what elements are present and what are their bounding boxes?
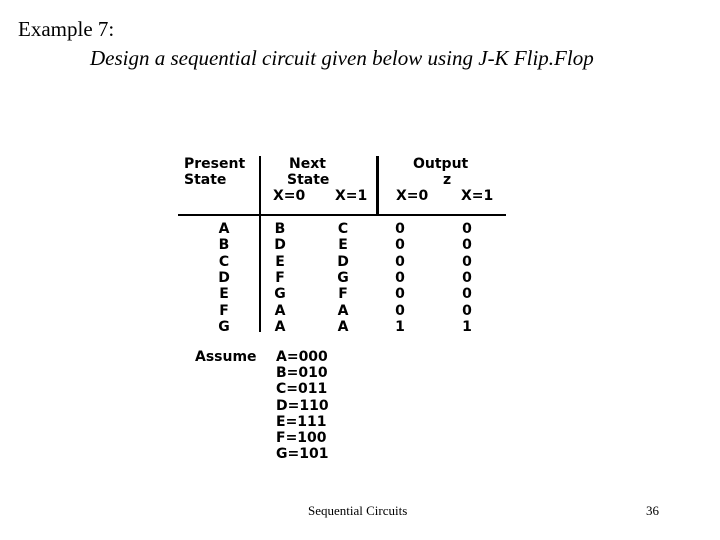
table-cell-next-x0: G <box>274 286 286 303</box>
table-cell-out-x1: 0 <box>462 286 472 303</box>
state-code: A=000 <box>276 349 328 365</box>
table-cell-out-x0: 0 <box>395 237 405 254</box>
table-cell-present: G <box>218 318 230 335</box>
table-cell-present: C <box>218 253 230 270</box>
table-cell-out-x1: 0 <box>462 302 472 319</box>
table-cell-next-x1: F <box>338 286 348 303</box>
table-cell-next-x0: B <box>274 221 286 237</box>
table-cell-present: F <box>219 302 229 319</box>
header-output-z: z <box>443 172 452 188</box>
slide-title: Example 7: <box>18 17 115 41</box>
table-cell-next-x0: A <box>274 302 286 319</box>
table-cell-next-x0: F <box>275 269 285 286</box>
table-cell-next-x0: D <box>274 237 286 254</box>
table-cell-next-x1: C <box>337 221 349 237</box>
table-cell-out-x0: 0 <box>395 302 405 319</box>
assume-label: Assume <box>195 349 257 365</box>
table-cell-present: B <box>218 237 230 254</box>
header-state: State <box>184 172 227 188</box>
table-cell-out-x0: 0 <box>395 221 405 237</box>
header-out-x0: X=0 <box>396 188 429 204</box>
table-cell-next-x0: A <box>274 318 286 335</box>
state-code: G=101 <box>276 446 329 463</box>
table-cell-next-x1: E <box>338 237 348 254</box>
table-cell-out-x0: 0 <box>395 269 405 286</box>
table-cell-out-x0: 0 <box>395 286 405 303</box>
header-output: Output <box>413 156 469 172</box>
state-code: D=110 <box>276 397 329 414</box>
table-cell-next-x1: A <box>337 318 349 335</box>
state-code: F=100 <box>276 430 327 446</box>
state-code: B=010 <box>276 365 328 382</box>
table-cell-next-x1: G <box>337 269 349 286</box>
footer-text: Sequential Circuits <box>308 503 408 518</box>
table-cell-next-x0: E <box>275 253 285 270</box>
table-cell-out-x1: 0 <box>462 221 472 237</box>
header-next: Next <box>289 156 326 172</box>
table-cell-out-x0: 0 <box>395 253 405 270</box>
table-cell-out-x1: 1 <box>462 318 472 335</box>
column-divider-output <box>376 156 379 214</box>
state-code: C=011 <box>276 381 328 398</box>
table-cell-out-x1: 0 <box>462 237 472 254</box>
header-present: Present <box>184 156 246 172</box>
column-divider-present <box>259 156 261 332</box>
table-cell-next-x1: A <box>337 302 349 319</box>
table-cell-next-x1: D <box>337 253 349 270</box>
table-cell-out-x1: 0 <box>462 269 472 286</box>
table-cell-present: A <box>218 221 230 237</box>
header-next-state: State <box>287 172 330 188</box>
table-cell-out-x0: 1 <box>395 318 405 335</box>
header-next-x0: X=0 <box>273 188 306 204</box>
page-number: 36 <box>646 503 659 518</box>
header-divider <box>178 214 506 216</box>
header-next-x1: X=1 <box>335 188 368 204</box>
slide-subtitle: Design a sequential circuit given below using J-K Flip.Flop <box>90 46 594 70</box>
table-cell-present: E <box>219 286 229 303</box>
header-out-x1: X=1 <box>461 188 494 204</box>
state-code: E=111 <box>276 413 327 430</box>
table-cell-out-x1: 0 <box>462 253 472 270</box>
table-cell-present: D <box>218 269 230 286</box>
